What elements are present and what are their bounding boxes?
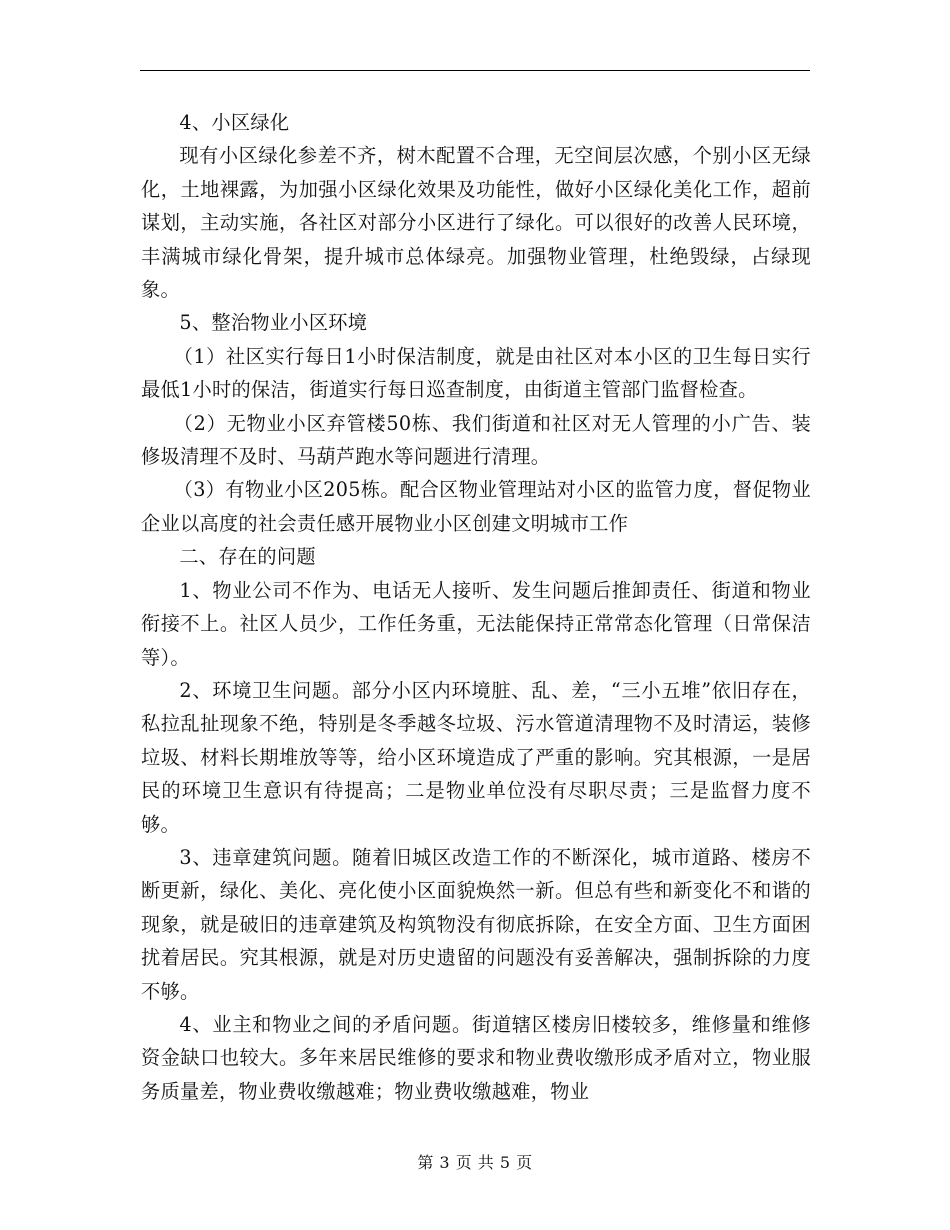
paragraph-greening-body: 现有小区绿化参差不齐，树木配置不合理，无空间层次感，个别小区无绿化，土地裸露，为加强小区绿化效果及功能性，做好小区绿化美化工作，超前谋划，主动实施，各社区对部分小区进行了绿化。可以很好的改善人民环境，丰满城市绿化骨架，提升城市总体绿亮。加强物业管理，杜绝毁绿，占绿现象。 [141, 144, 811, 302]
header-rule [140, 70, 810, 71]
paragraph-item-2: （2）无物业小区弃管楼50栋、我们街道和社区对无人管理的小广告、装修圾清理不及时、马葫芦跑水等问题进行清理。 [141, 411, 811, 469]
paragraph-problem-4: 4、业主和物业之间的矛盾问题。街道辖区楼房旧楼较多，维修量和维修资金缺口也较大。多年来居民维修的要求和物业费收缴形成矛盾对立，物业服务质量差，物业费收缴越难；物业费收缴越难，物业 [141, 1012, 811, 1103]
body-text [141, 106, 811, 1108]
paragraph-problem-2: 2、环境卫生问题。部分小区内环境脏、乱、差，“三小五堆”依旧存在，私拉乱扯现象不绝，特别是冬季越冬垃圾、污水管道清理物不及时清运，装修垃圾、材料长期堆放等等，给小区环境造成了严重的影响。究其根源，一是居民的环境卫生意识有待提高；二是物业单位没有尽职尽责；三是监督力度不够。 [141, 678, 811, 836]
section-heading-problems: 二、存在的问题 [179, 545, 316, 569]
paragraph-problem-1: 1、物业公司不作为、电话无人接听、发生问题后推卸责任、街道和物业衔接不上。社区人员少，工作任务重，无法能保持正常常态化管理（日常保洁等）。 [141, 578, 811, 669]
paragraph-problem-3: 3、违章建筑问题。随着旧城区改造工作的不断深化，城市道路、楼房不断更新，绿化、美化、亮化使小区面貌焕然一新。但总有些和新变化不和谐的现象，就是破旧的违章建筑及构筑物没有彻底拆除，在安全方面、卫生方面困扰着居民。究其根源，就是对历史遗留的问题没有妥善解决，强制拆除的力度不够。 [141, 845, 811, 1003]
paragraph-item-3: （3）有物业小区205栋。配合区物业管理站对小区的监管力度，督促物业企业以高度的社会责任感开展物业小区创建文明城市工作 [141, 478, 811, 535]
paragraph-greening-heading: 4、小区绿化 [179, 111, 290, 134]
paragraph-property-heading: 5、整治物业小区环境 [179, 311, 368, 335]
paragraph-item-1: （1）社区实行每日1小时保洁制度，就是由社区对本小区的卫生每日实行最低1小时的保洁，街道实行每日巡查制度，由街道主管部门监督检查。 [141, 344, 811, 402]
page-footer: 第 3 页 共 5 页 [417, 1153, 533, 1172]
